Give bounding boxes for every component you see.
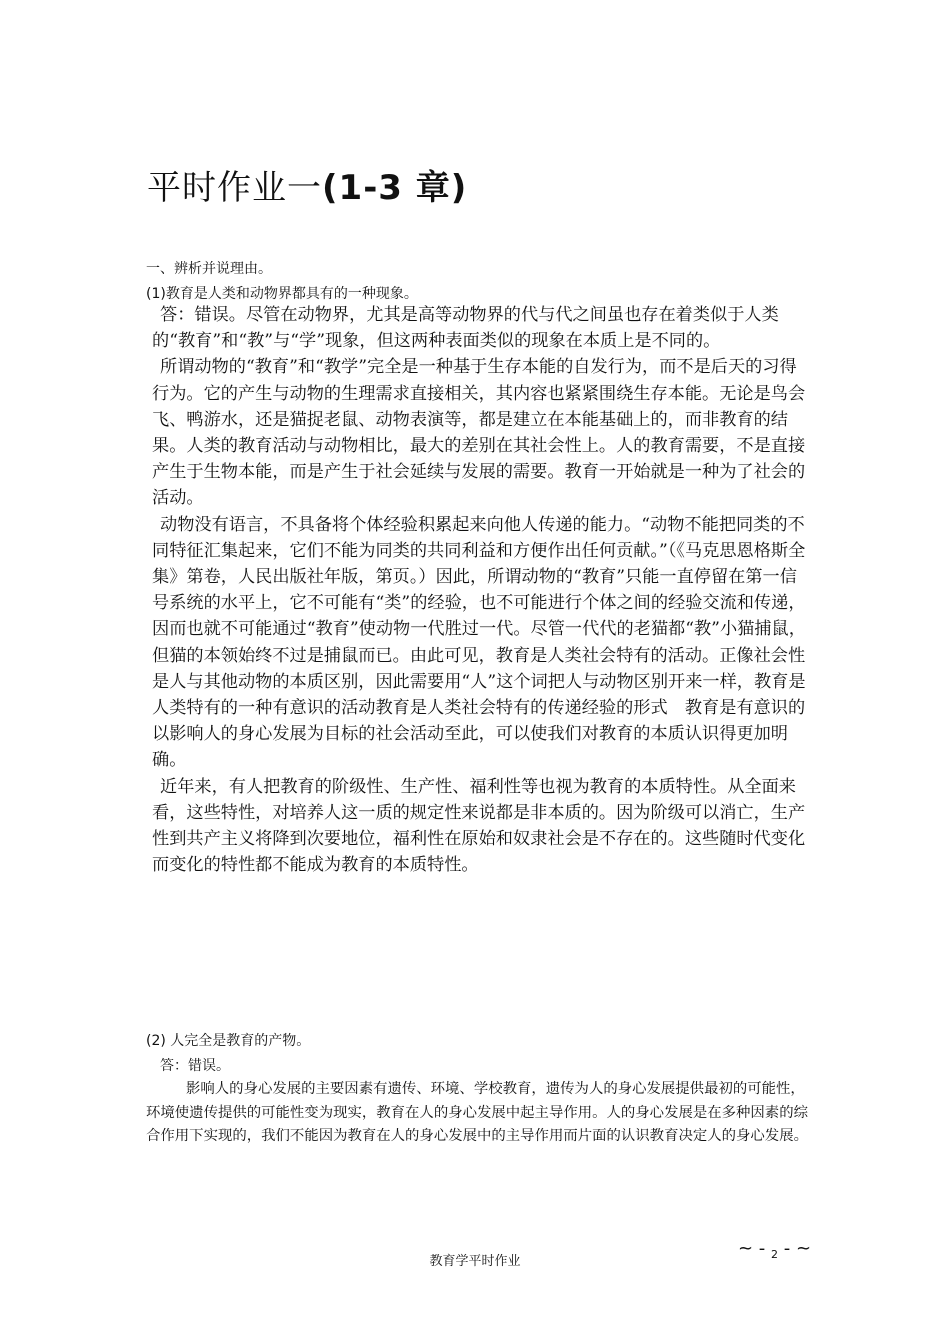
q1-paragraph-3: 动物没有语言，不具备将个体经验积累起来向他人传递的能力。“动物不能把同类的不同特征汇集起来，它们不能为同类的共同利益和方便作出任何贡献。”（《马克思恩格斯全集》第卷，人民出版社年版，第页。）因此，所谓动物的“教育”只能一直停留在第一信号系统的水平上，它不可能有“类”的经验，也不可能进行个体之间的经验交流和传递，因而也就不可能通过“教育”使动物一代胜过一代。尽管一代代的老猫都“教”小猫捕鼠，但猫的本领始终不过是捕鼠而已。由此可见，教育是人类社会特有的活动。正像社会性是人与其他动物的本质区别，因此需要用“人”这个词把人与动物区别开来一样，教育是人类特有的一种有意识的活动教育是人类社会特有的传递经验的形式 教育是有意识的以影响人的身心发展为目标的社会活动至此，可以使我们对教育的本质认识得更加明确。: [152, 514, 806, 771]
q1-paragraph-4: 近年来，有人把教育的阶级性、生产性、福利性等也视为教育的本质特性。从全面来看，这些特性，对培养人这一质的规定性来说都是非本质的。因为阶级可以消亡，生产性到共产主义将降到次要地位，福利性在原始和奴隶社会是不存在的。这些随时代变化而变化的特性都不能成为教育的本质特性。: [152, 776, 806, 876]
page-number: ~ - $_2$ - ~: [738, 1238, 812, 1261]
question-1-answer: [152, 302, 812, 878]
section-heading: 一、辨析并说理由。: [146, 261, 272, 277]
question-2-explanation: [146, 1078, 810, 1149]
page-title: [147, 160, 467, 209]
page-number-value: 2: [771, 1248, 779, 1261]
question-2-answer: 答：错误。: [160, 1058, 230, 1074]
question-1-prompt: (1)教育是人类和动物界都具有的一种现象。: [146, 286, 418, 302]
title-suffix: (1-3 章): [322, 168, 468, 208]
question-2-prompt: (2) 人完全是教育的产物。: [146, 1033, 311, 1049]
q1-paragraph-2: 所谓动物的“教育”和“教学”完全是一种基于生存本能的自发行为，而不是后天的习得行为。它的产生与动物的生理需求直接相关，其内容也紧紧围绕生存本能。无论是鸟会飞、鸭游水，还是猫捉老鼠、动物表演等，都是建立在本能基础上的，而非教育的结果。人类的教育活动与动物相比，最大的差别在其社会性上。人的教育需要，不是直接产生于生物本能，而是产生于社会延续与发展的需要。教育一开始就是一种为了社会的活动。: [152, 357, 806, 509]
title-prefix: 平时作业一: [147, 168, 322, 208]
q1-paragraph-1: 答：错误。尽管在动物界，尤其是高等动物界的代与代之间虽也存在着类似于人类的“教育”和“教”与“学”现象，但这两种表面类似的现象在本质上是不同的。: [152, 305, 779, 352]
page-footer: 教育学平时作业: [429, 1254, 521, 1269]
q2-paragraph: 影响人的身心发展的主要因素有遗传、环境、学校教育，遗传为人的身心发展提供最初的可能性，环境使遗传提供的可能性变为现实，教育在人的身心发展中起主导作用。人的身心发展是在多种因素的综合作用下实现的，我们不能因为教育在人的身心发展中的主导作用而片面的认识教育决定人的身心发展。: [146, 1081, 808, 1144]
